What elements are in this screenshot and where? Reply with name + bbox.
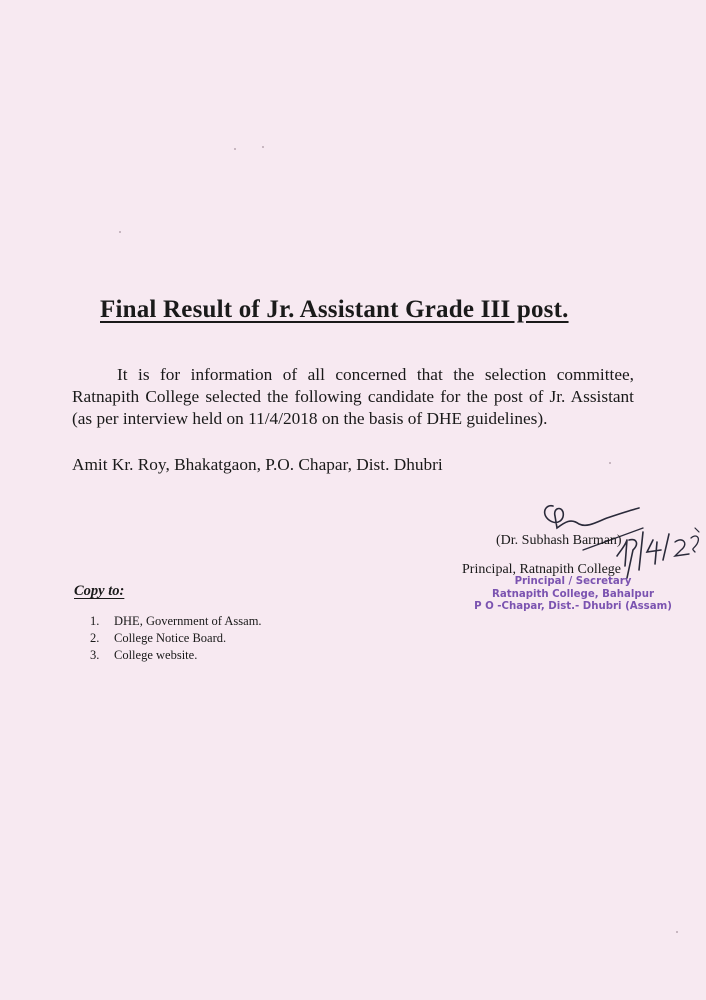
copy-to-item: [90, 613, 262, 630]
copy-to-item: [90, 630, 262, 647]
copy-to-item-number: 3.: [90, 648, 100, 662]
stamp-line-2: Ratnapith College, Bahalpur: [492, 588, 654, 600]
paper-speck: [234, 148, 236, 150]
paper-speck: [676, 931, 678, 933]
copy-to-item: [90, 647, 262, 664]
stamp-line-1: Principal / Secretary: [514, 576, 632, 587]
signatory-title: Principal, Ratnapith College: [462, 562, 622, 577]
official-stamp: [468, 576, 678, 614]
stamp-line-3: P O -Chapar, Dist.- Dhubri (Assam): [474, 601, 672, 612]
copy-to-item-text: College Notice Board.: [114, 631, 227, 645]
document-title: Final Result of Jr. Assistant Grade III post.: [100, 296, 569, 323]
copy-to-item-text: DHE, Government of Assam.: [114, 614, 262, 628]
selected-candidate: Amit Kr. Roy, Bhakatgaon, P.O. Chapar, Dist. Dhubri: [72, 455, 443, 474]
paper-speck: [119, 231, 121, 233]
copy-to-heading: Copy to:: [74, 583, 125, 599]
copy-to-item-text: College website.: [114, 648, 198, 662]
copy-to-item-number: 1.: [90, 614, 100, 628]
copy-to-list: [90, 613, 262, 664]
signatory-name: (Dr. Subhash Barman): [496, 533, 622, 548]
copy-to-item-number: 2.: [90, 631, 100, 645]
body-paragraph: It is for information of all concerned that the selection committee, Ratnapith College selected the following candidate for the post of Jr. Assistant (as per interview held on 11/4/2018 on the basis of DHE guidelines).: [72, 365, 634, 429]
paper-speck: [262, 146, 264, 148]
paper-speck: [609, 462, 611, 464]
